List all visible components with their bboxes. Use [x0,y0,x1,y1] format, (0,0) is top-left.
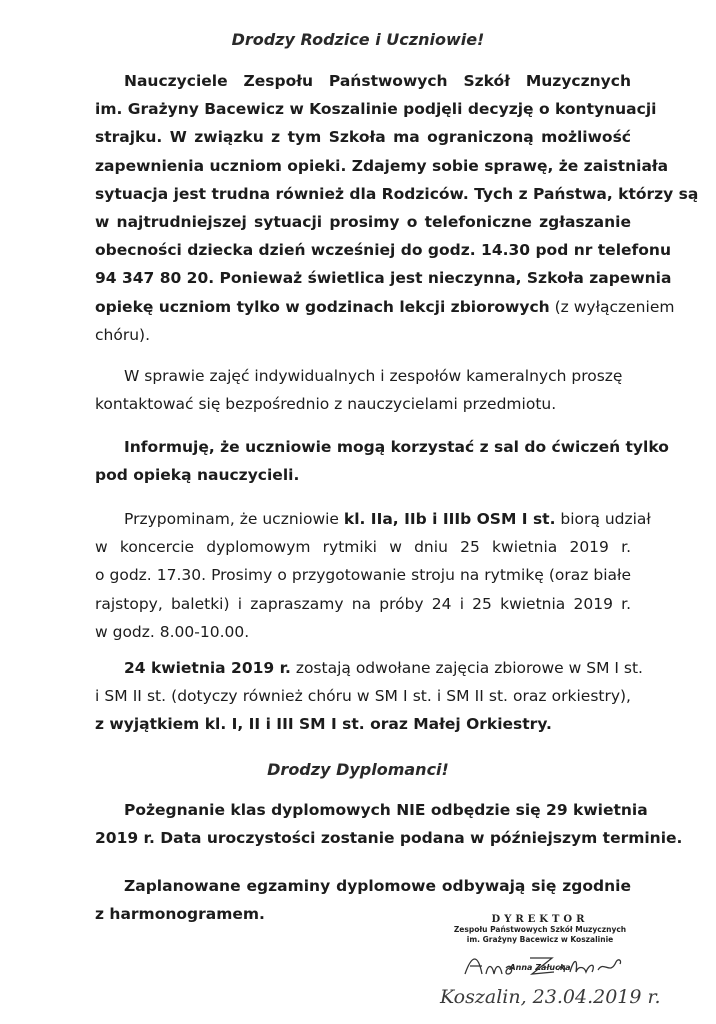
stamp-school-name: Zespołu Państwowych Szkół Muzycznych [453,925,627,934]
text-line: i SM II st. (dotyczy również chóru w SM I st. i SM II st. oraz orkiestry), [95,687,631,706]
paragraph-cancelled-classes [95,654,643,739]
text-line [95,293,675,321]
text-line: z harmonogramem. [95,905,265,924]
text-line: o godz. 17.30. Prosimy o przygotowanie stroju na rytmikę (oraz białe [95,566,631,585]
text-line [95,505,651,533]
text-line: Zaplanowane egzaminy dyplomowe odbywają się zgodnie [124,877,631,895]
paragraph-strike-info [95,67,699,349]
stamp-school-patron: im. Grażyny Bacewicz w Koszalinie [466,935,614,944]
text-line: zapewnienia uczniom opieki. Zdajemy sobie sprawę, że zaistniała [95,156,669,175]
bold-text: 24 kwietnia 2019 r. [124,659,291,677]
stamp-title: DYREKTOR [491,914,589,925]
bold-text: opiekę uczniom tylko w godzinach lekcji zbiorowych [95,297,550,316]
text: (z wyłączeniem [549,297,675,316]
text-line: w koncercie dyplomowym rytmiki w dniu 25 kwietnia 2019 r. [95,538,631,557]
text-line: 2019 r. Data uroczystości zostanie podana w późniejszym terminie. [95,829,683,848]
paragraph-rhythmics-concert [95,505,651,646]
text-line: z wyjątkiem kl. I, II i III SM I st. oraz Małej Orkiestry. [95,715,552,734]
handwritten-signature [460,950,630,980]
text-line: 94 347 80 20. Ponieważ świetlica jest nieczynna, Szkoła zapewnia [95,269,672,288]
text-line: rajstopy, baletki) i zapraszamy na próby 24 i 25 kwietnia 2019 r. [95,594,631,613]
stamp-director-name: Anna Załucka [509,963,571,972]
text-line [95,654,643,682]
text-line: obecności dziecka dzień wcześniej do godz. 14.30 pod nr telefonu [95,241,671,260]
text: biorą udział [555,510,651,528]
paragraph-farewell [95,796,683,852]
text-line: Nauczyciele Zespołu Państwowych Szkół Muzycznych [124,72,631,90]
text: Przypominam, że uczniowie [124,510,344,528]
text-line: W sprawie zajęć indywidualnych i zespołów kameralnych proszę [124,367,623,385]
text-line: Informuję, że uczniowie mogą korzystać z sal do ćwiczeń tylko [124,438,669,456]
paragraph-individual-lessons [95,362,631,418]
text-line: w godz. 8.00-10.00. [95,622,250,641]
paragraph-practice-rooms [95,433,669,489]
subheading-graduates: Drodzy Dyplomanci! [267,760,449,779]
text-line: strajku. W związku z tym Szkoła ma ograniczoną możliwość [95,128,631,147]
text-line: kontaktować się bezpośrednio z nauczycielami przedmiotu. [95,395,557,414]
text-line: chóru). [95,325,150,344]
text-line: im. Grażyny Bacewicz w Koszalinie podjęli decyzję o kontynuacji [95,100,657,119]
handwritten-place-date: Koszalin, 23.04.2019 r. [440,986,661,1008]
text: zostają odwołane zajęcia zbiorowe w SM I st. [290,659,643,677]
text-line: Pożegnanie klas dyplomowych NIE odbędzie się 29 kwietnia [124,801,648,819]
text-line: pod opieką nauczycieli. [95,466,300,485]
text-line: sytuacja jest trudna również dla Rodziców. Tych z Państwa, którzy są [95,184,699,203]
text-line: w najtrudniejszej sytuacji prosimy o telefoniczne zgłaszanie [95,213,631,232]
document-heading: Drodzy Rodzice i Uczniowie! [231,30,485,49]
bold-text: kl. IIa, IIb i IIIb OSM I st. [343,510,556,528]
